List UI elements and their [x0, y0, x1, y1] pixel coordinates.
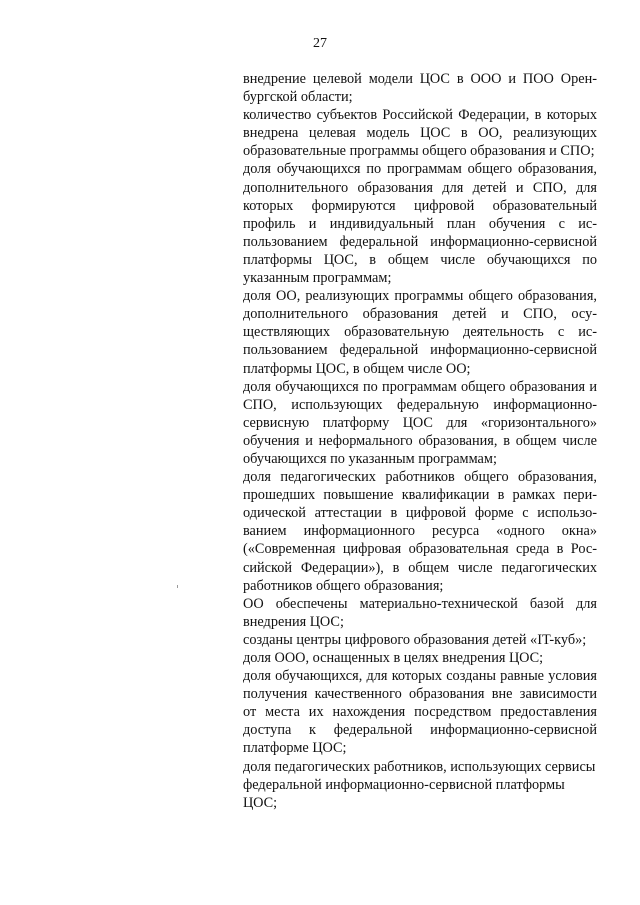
indicator-item: количество субъектов Российской Федерации, в которых внедрена целевая модель ЦОС в ОО, реализующих образовательные программы общего образования и СПО; — [243, 107, 597, 160]
indicator-item: доля ОО, реализующих программы общего образования, дополнительного образования детей и СПО, осуществляющих образовательную деятельность с использованием федеральной информационно-сервисной платформы ЦОС, в общем числе ОО; — [243, 288, 597, 377]
indicator-item: внедрение целевой модели ЦОС в ООО и ПОО Оренбургской области; — [243, 71, 597, 106]
indicator-item: доля педагогических работников, использующих сервисы федеральной информационно-сервисной платформы ЦОС; — [243, 758, 596, 811]
indicator-item: доля обучающихся, для которых созданы равные условия получения качественного образования вне зависимости от места их нахождения посредством предоставления доступа к федеральной информационно-сервисной платформе ЦОС; — [243, 668, 597, 757]
indicator-list — [243, 70, 597, 812]
indicator-item: созданы центры цифрового образования детей «IT-куб»; — [243, 631, 587, 648]
indicator-item: доля обучающихся по программам общего образования и СПО, использующих федеральную информационно-сервисную платформу ЦОС для «горизонтального» обучения и неформального образования, в общем числе обучающихся по указанным программам; — [243, 378, 597, 467]
scan-speck — [177, 585, 178, 588]
indicator-item: доля педагогических работников общего образования, прошедших повышение квалификации в рамках периодической аттестации в цифровой форме с использованием информационного ресурса «одного окна» («Современная цифровая образовательная среда в Российской Федерации»), в общем числе педагогических работников общего образования; — [243, 469, 597, 594]
page-number: 27 — [313, 36, 327, 51]
indicator-item: ОО обеспечены материально-технической базой для внедрения ЦОС; — [243, 595, 597, 630]
indicator-item: доля обучающихся по программам общего образования, дополнительного образования для детей и СПО, для которых формируются цифровой образовательный профиль и индивидуальный план обучения с использованием федеральной информационно-сервисной платформы ЦОС, в общем числе обучающихся по указанным программам; — [243, 161, 597, 287]
indicator-item: доля ООО, оснащенных в целях внедрения ЦОС; — [243, 650, 544, 666]
